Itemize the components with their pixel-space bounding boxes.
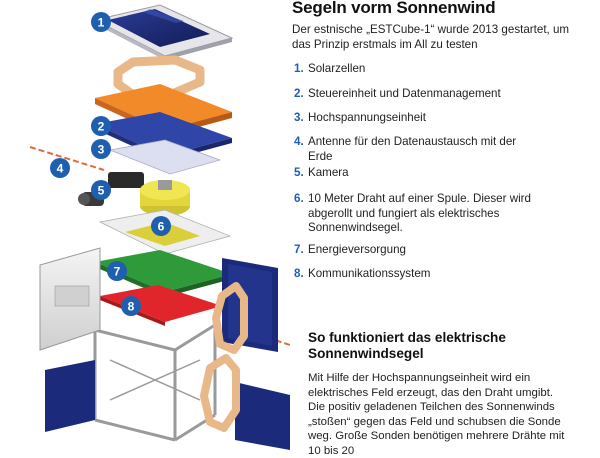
svg-text:2: 2 xyxy=(97,119,105,134)
label-7 xyxy=(107,261,127,281)
legend-text: Energieversorgung xyxy=(308,243,406,256)
svg-text:8: 8 xyxy=(127,299,135,314)
satellite-frame xyxy=(95,325,215,440)
legend-number: 8. xyxy=(294,267,304,280)
svg-text:5: 5 xyxy=(97,183,105,198)
solar-panels-bottom xyxy=(45,360,290,450)
svg-text:4: 4 xyxy=(56,161,64,176)
solar-wing-left xyxy=(40,248,100,350)
board-communication xyxy=(100,285,222,326)
legend-text: Kommunikationssystem xyxy=(308,267,431,280)
legend-number: 6. xyxy=(294,192,304,205)
label-2 xyxy=(91,116,111,136)
legend-text: Steuereinheit und Datenmanagement xyxy=(308,87,501,100)
label-6 xyxy=(151,216,171,236)
camera-module xyxy=(78,172,144,206)
legend-number: 1. xyxy=(294,62,304,75)
info-panel xyxy=(292,0,592,457)
legend-text: 10 Meter Draht auf einer Spule. Dieser wird abgerollt und fungiert als elektrisches Sonnenwindsegel. xyxy=(308,192,531,234)
page-title: Segeln vorm Sonnenwind xyxy=(292,0,496,17)
legend-number: 7. xyxy=(294,243,304,256)
section-heading: So funktioniert das elektrische Sonnenwindsegel xyxy=(308,330,506,361)
svg-text:3: 3 xyxy=(97,142,105,157)
section-body: Mit Hilfe der Hochspannungseinheit wird ein elektrisches Feld erzeugt, das den Draht umgibt. Die positiv geladenen Teilchen des Sonnenwinds „stoßen“ gegen das Feld und schubsen die Sonde weg. Große Sonden benötigen mehrere Drähte mit 10 bis 20 xyxy=(308,372,565,457)
svg-text:1: 1 xyxy=(97,15,105,30)
estcube-exploded-diagram xyxy=(0,0,290,450)
solar-wing-right xyxy=(222,258,278,352)
svg-text:7: 7 xyxy=(113,264,121,279)
legend-number: 3. xyxy=(294,111,304,124)
legend-text: Antenne für den Datenaustausch mit der Erde xyxy=(308,135,517,163)
legend-number: 5. xyxy=(294,166,304,179)
label-5 xyxy=(91,180,111,200)
svg-text:6: 6 xyxy=(157,219,165,234)
legend-number: 2. xyxy=(294,87,304,100)
label-1 xyxy=(91,12,111,32)
legend-text: Hochspannungseinheit xyxy=(308,111,426,124)
label-8 xyxy=(121,296,141,316)
solar-panel-top xyxy=(95,5,232,60)
label-4 xyxy=(50,158,70,178)
legend-text: Solarzellen xyxy=(308,62,366,75)
legend-text: Kamera xyxy=(308,166,349,179)
legend-number: 4. xyxy=(294,135,304,148)
label-3 xyxy=(91,139,111,159)
page-subtitle: Der estnische „ESTCube-1“ wurde 2013 gestartet, um das Prinzip erstmals im All zu testen xyxy=(292,23,570,51)
